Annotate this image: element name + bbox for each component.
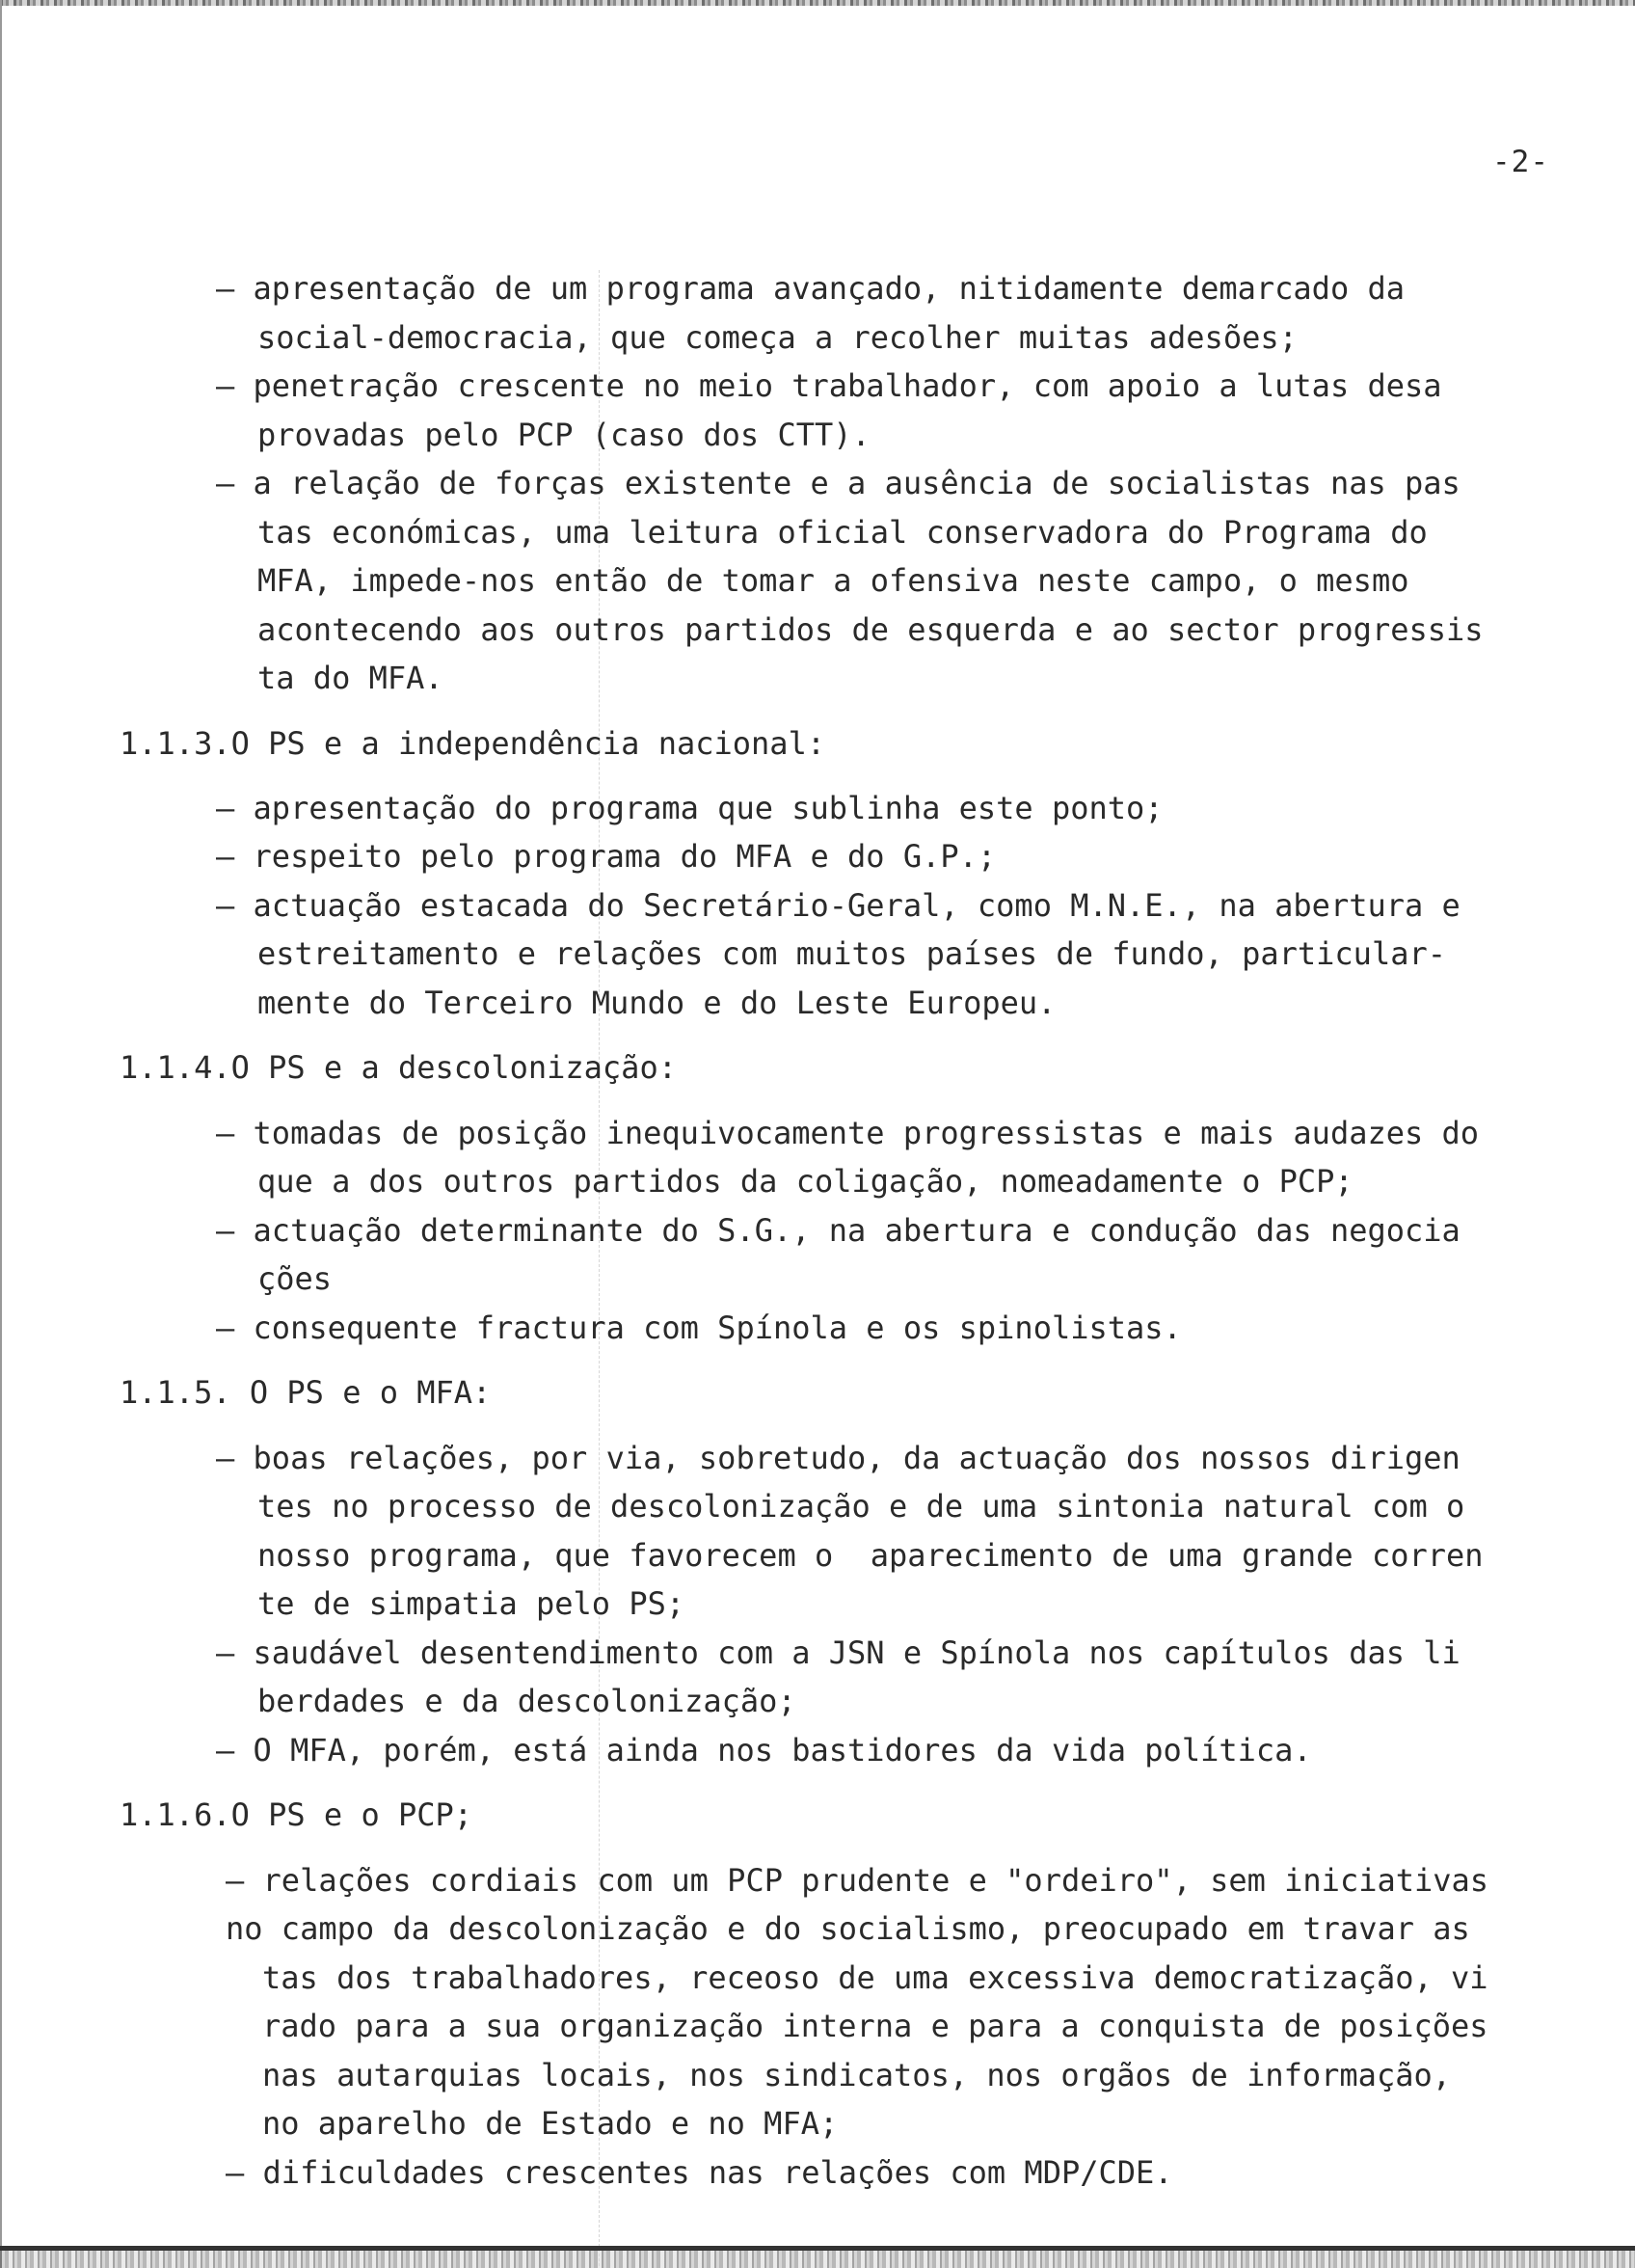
- text-line: no aparelho de Estado e no MFA;: [262, 2105, 839, 2142]
- text-line: – consequente fractura com Spínola e os spinolistas.: [216, 1310, 1182, 1346]
- text-line: – dificuldades crescentes nas relações com MDP/CDE.: [226, 2154, 1173, 2191]
- text-line: – relações cordiais com um PCP prudente e "ordeiro", sem iniciativas: [226, 1862, 1489, 1899]
- text-line: mente do Terceiro Mundo e do Leste Europeu.: [257, 985, 1057, 1021]
- text-line: – penetração crescente no meio trabalhador, com apoio a lutas desa: [216, 367, 1442, 404]
- text-line: – respeito pelo programa do MFA e do G.P.;: [216, 838, 997, 875]
- text-line: – apresentação do programa que sublinha este ponto;: [216, 790, 1164, 826]
- text-line: no campo da descolonização e do socialismo, preocupado em travar as: [226, 1910, 1470, 1947]
- text-line: – actuação determinante do S.G., na abertura e condução das negocia: [216, 1212, 1461, 1249]
- text-line: estreitamento e relações com muitos países de fundo, particular-: [257, 935, 1446, 972]
- page-number: -2-: [1492, 145, 1549, 179]
- section-heading: 1.1.4.O PS e a descolonização:: [120, 1049, 677, 1086]
- section-heading: 1.1.3.O PS e a independência nacional:: [120, 725, 826, 762]
- text-line: – boas relações, por via, sobretudo, da actuação dos nossos dirigen: [216, 1440, 1461, 1476]
- text-line: berdades e da descolonização;: [257, 1683, 796, 1719]
- text-line: ções: [257, 1260, 333, 1297]
- text-line: tas económicas, uma leitura oficial conservadora do Programa do: [257, 514, 1428, 551]
- text-line: – a relação de forças existente e a ausência de socialistas nas pas: [216, 465, 1461, 501]
- section-heading: 1.1.5. O PS e o MFA:: [120, 1374, 492, 1411]
- text-line: – saudável desentendimento com a JSN e Spínola nos capítulos das li: [216, 1634, 1461, 1671]
- text-line: – O MFA, porém, está ainda nos bastidores da vida política.: [216, 1732, 1312, 1768]
- text-line: acontecendo aos outros partidos de esquerda e ao sector progressis: [257, 611, 1484, 648]
- text-line: tes no processo de descolonização e de uma sintonia natural com o: [257, 1488, 1465, 1525]
- text-line: nosso programa, que favorecem o aparecimento de uma grande corren: [257, 1537, 1484, 1574]
- text-line: te de simpatia pelo PS;: [257, 1585, 685, 1622]
- text-line: social-democracia, que começa a recolher muitas adesões;: [257, 319, 1298, 356]
- scan-top-edge: [0, 0, 1635, 6]
- text-line: provadas pelo PCP (caso dos CTT).: [257, 417, 871, 453]
- section-heading: 1.1.6.O PS e o PCP;: [120, 1796, 473, 1833]
- scan-bottom-edge: [0, 2251, 1635, 2268]
- text-line: tas dos trabalhadores, receoso de uma excessiva democratização, vi: [262, 1959, 1488, 1996]
- text-line: nas autarquias locais, nos sindicatos, nos orgãos de informação,: [262, 2057, 1451, 2093]
- text-line: – tomadas de posição inequivocamente progressistas e mais audazes do: [216, 1115, 1480, 1151]
- text-line: ta do MFA.: [257, 660, 443, 696]
- text-line: MFA, impede-nos então de tomar a ofensiva neste campo, o mesmo: [257, 562, 1409, 599]
- text-line: – actuação estacada do Secretário-Geral, como M.N.E., na abertura e: [216, 887, 1461, 924]
- text-line: – apresentação de um programa avançado, nitidamente demarcado da: [216, 270, 1405, 307]
- text-line: rado para a sua organização interna e para a conquista de posições: [262, 2008, 1488, 2044]
- text-line: que a dos outros partidos da coligação, nomeadamente o PCP;: [257, 1163, 1354, 1200]
